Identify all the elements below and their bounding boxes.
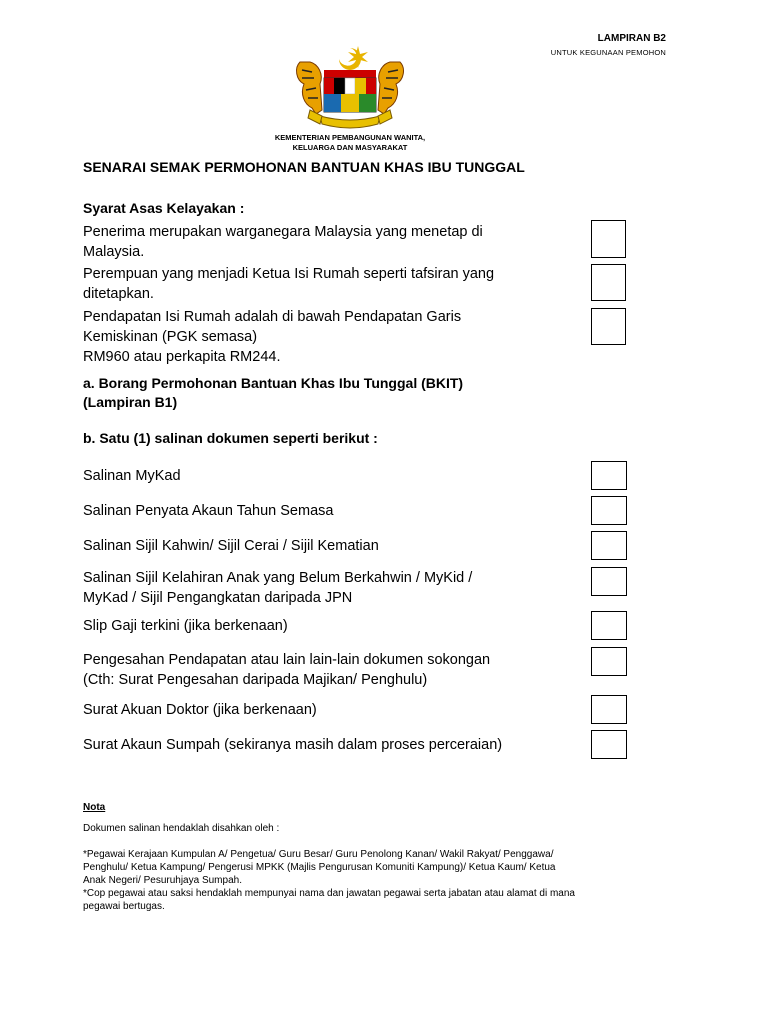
checkbox-pendapatan[interactable]: [591, 308, 626, 345]
item-line: Salinan Penyata Akaun Tahun Semasa: [83, 503, 334, 519]
document-item: [83, 735, 553, 755]
item-line: Perempuan yang menjadi Ketua Isi Rumah seperti tafsiran yang: [83, 266, 495, 282]
section-b-heading: b. Satu (1) salinan dokumen seperti berikut :: [83, 430, 378, 446]
checkbox-warganegara[interactable]: [591, 220, 626, 258]
item-line: Malaysia.: [83, 244, 145, 260]
checkbox-pengesahan-pendapatan[interactable]: [591, 647, 627, 676]
nota-line: pegawai bertugas.: [83, 901, 165, 912]
nota-intro: Dokumen salinan hendaklah disahkan oleh :: [83, 823, 280, 834]
nota-line: Anak Negeri/ Pesuruhjaya Sumpah.: [83, 875, 242, 886]
checkbox-sijil-kahwin[interactable]: [591, 531, 627, 560]
untuk-kegunaan-label: UNTUK KEGUNAAN PEMOHON: [550, 48, 666, 57]
item-line: RM960 atau perkapita RM244.: [83, 349, 281, 365]
item-line: ditetapkan.: [83, 286, 154, 302]
item-line: Slip Gaji terkini (jika berkenaan): [83, 618, 288, 634]
syarat-heading: Syarat Asas Kelayakan :: [83, 200, 245, 216]
item-line: Surat Akaun Sumpah (sekiranya masih dalam proses perceraian): [83, 737, 503, 753]
item-line: Salinan Sijil Kelahiran Anak yang Belum Berkahwin / MyKid /: [83, 570, 473, 586]
nota-line: Penghulu/ Ketua Kampung/ Pengerusi MPKK (Majlis Pengurusan Komuniti Kampung)/ Ketua Kaum/ Ketua: [83, 862, 556, 873]
document-item: [83, 536, 553, 556]
document-item: [83, 616, 553, 636]
checkbox-sijil-kelahiran[interactable]: [591, 567, 627, 596]
nota-line: *Cop pegawai atau saksi hendaklah mempunyai nama dan jawatan pegawai serta jabatan atau alamat di mana: [83, 888, 575, 899]
syarat-item: [83, 264, 553, 304]
section-a-heading: [83, 374, 463, 412]
document-item: [83, 568, 553, 608]
document-item: [83, 501, 553, 521]
nota-paragraph-1: [83, 848, 628, 913]
item-line: Salinan Sijil Kahwin/ Sijil Cerai / Sijil Kematian: [83, 538, 379, 554]
item-line: MyKad / Sijil Pengangkatan daripada JPN: [83, 590, 353, 606]
document-title: SENARAI SEMAK PERMOHONAN BANTUAN KHAS IBU TUNGGAL: [83, 159, 525, 175]
syarat-item: [83, 222, 553, 262]
item-line: Surat Akuan Doktor (jika berkenaan): [83, 702, 317, 718]
ministry-name: [250, 133, 450, 153]
item-line: Pendapatan Isi Rumah adalah di bawah Pendapatan Garis: [83, 309, 462, 325]
document-item: [83, 650, 553, 690]
syarat-item: [83, 307, 553, 367]
checkbox-akuan-doktor[interactable]: [591, 695, 627, 724]
malaysia-coat-of-arms-icon: [290, 44, 410, 136]
checkbox-akaun-sumpah[interactable]: [591, 730, 627, 759]
document-item: [83, 700, 553, 720]
ministry-line-1: KEMENTERIAN PEMBANGUNAN WANITA,: [274, 133, 426, 142]
item-line: (Cth: Surat Pengesahan daripada Majikan/ Penghulu): [83, 672, 428, 688]
nota-title: Nota: [83, 802, 106, 813]
item-line: Penerima merupakan warganegara Malaysia yang menetap di: [83, 224, 483, 240]
checkbox-mykad[interactable]: [591, 461, 627, 490]
section-a-line-1: a. Borang Permohonan Bantuan Khas Ibu Tunggal (BKIT): [83, 375, 464, 391]
document-item: [83, 466, 553, 486]
item-line: Kemiskinan (PGK semasa): [83, 329, 258, 345]
lampiran-label: LAMPIRAN B2: [597, 33, 666, 44]
checkbox-penyata-akaun[interactable]: [591, 496, 627, 525]
checkbox-slip-gaji[interactable]: [591, 611, 627, 640]
checkbox-ketua-isi-rumah[interactable]: [591, 264, 626, 301]
section-a-line-2: (Lampiran B1): [83, 394, 178, 410]
item-line: Salinan MyKad: [83, 468, 181, 484]
item-line: Pengesahan Pendapatan atau lain lain-lain dokumen sokongan: [83, 652, 491, 668]
ministry-line-2: KELUARGA DAN MASYARAKAT: [292, 143, 408, 152]
nota-line: *Pegawai Kerajaan Kumpulan A/ Pengetua/ Guru Besar/ Guru Penolong Kanan/ Wakil Rakyat/ Penggawa/: [83, 849, 554, 860]
